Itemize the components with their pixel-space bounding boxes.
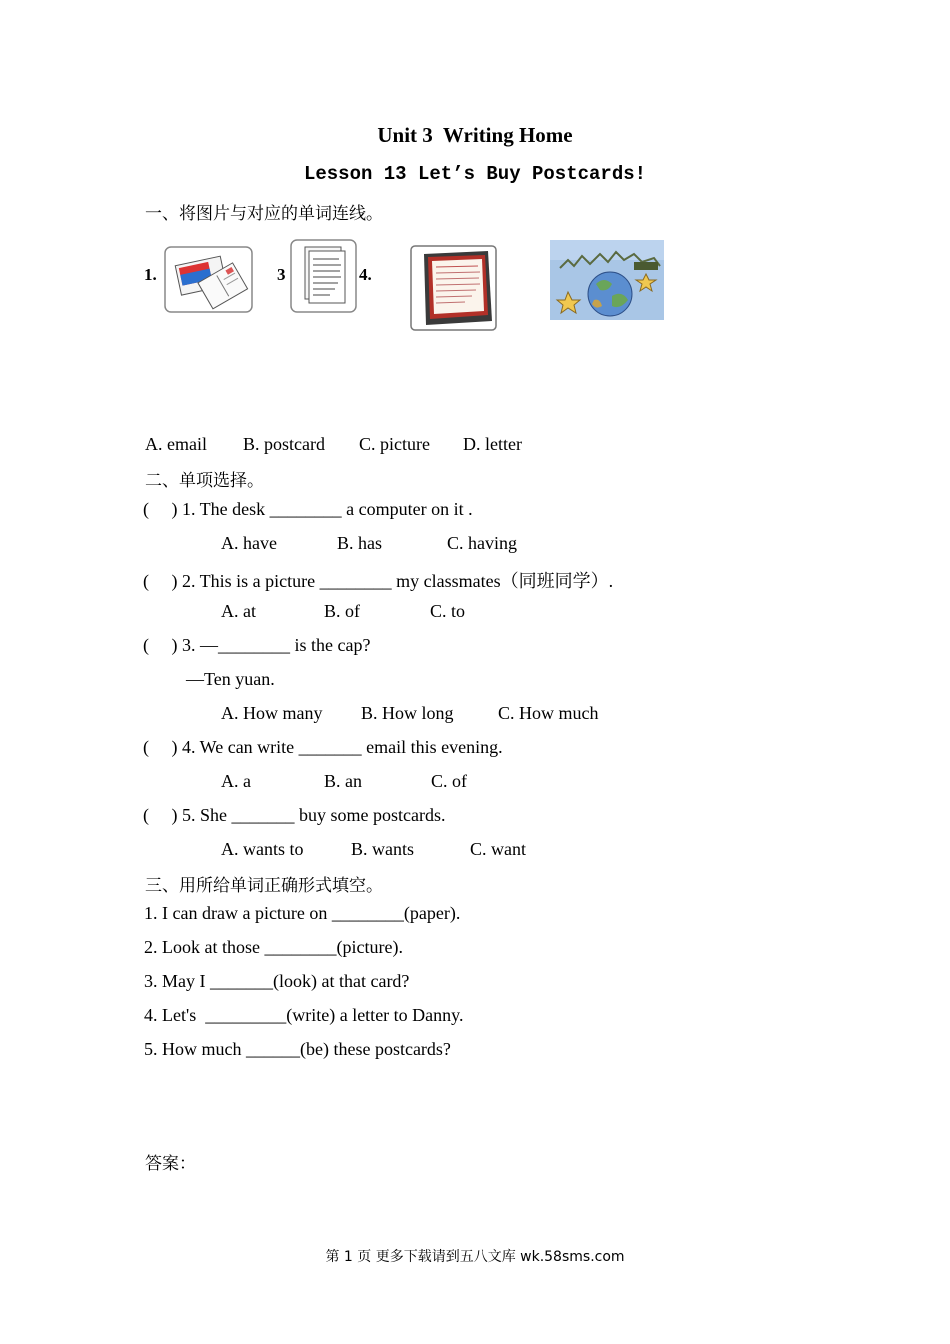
fill-item-4: 4. Let's _________(write) a letter to Danny. <box>144 1005 464 1025</box>
letter-picture <box>290 239 358 314</box>
option-c-picture: C. picture <box>359 434 430 454</box>
question-1: ( ) 1. The desk ________ a computer on it . <box>143 499 473 519</box>
question-5: ( ) 5. She _______ buy some postcards. <box>143 805 446 825</box>
picture-number-1: 1. <box>144 265 157 284</box>
fill-item-1: 1. I can draw a picture on ________(paper). <box>144 903 461 923</box>
fill-item-5: 5. How much ______(be) these postcards? <box>144 1039 451 1059</box>
q1-option-b: B. has <box>337 533 382 553</box>
section2-heading: 二、单项选择。 <box>145 471 264 491</box>
q2-option-b: B. of <box>324 601 360 621</box>
fill-item-3: 3. May I _______(look) at that card? <box>144 971 410 991</box>
fill-item-2: 2. Look at those ________(picture). <box>144 937 403 957</box>
q4-option-a: A. a <box>221 771 251 791</box>
q3-option-c: C. How much <box>498 703 599 723</box>
lesson-title: Lesson 13 Let’s Buy Postcards! <box>303 163 647 185</box>
q3-option-a: A. How many <box>221 703 323 723</box>
option-d-letter: D. letter <box>463 434 522 454</box>
question-4: ( ) 4. We can write _______ email this evening. <box>143 737 503 757</box>
q5-option-b: B. wants <box>351 839 414 859</box>
page-footer: 第 1 页 更多下载请到五八文库 wk.58sms.com <box>325 1249 625 1265</box>
question-3-reply: —Ten yuan. <box>186 669 275 689</box>
section1-heading: 一、将图片与对应的单词连线。 <box>145 204 383 224</box>
option-b-postcard: B. postcard <box>243 434 325 454</box>
q4-option-c: C. of <box>431 771 467 791</box>
option-a-email: A. email <box>145 434 207 454</box>
q1-option-a: A. have <box>221 533 277 553</box>
q5-option-a: A. wants to <box>221 839 304 859</box>
postcards-picture <box>164 246 254 314</box>
q2-option-c: C. to <box>430 601 466 621</box>
q3-option-b: B. How long <box>361 703 454 723</box>
q5-option-c: C. want <box>470 839 526 859</box>
answer-label: 答案： <box>145 1154 196 1174</box>
question-2: ( ) 2. This is a picture ________ my classmates（同班同学）. <box>143 571 614 591</box>
question-3: ( ) 3. —________ is the cap? <box>143 635 371 655</box>
q1-option-c: C. having <box>447 533 517 553</box>
section3-heading: 三、用所给单词正确形式填空。 <box>145 876 383 896</box>
email-screen-picture <box>410 245 498 332</box>
picture-number-4: 4. <box>359 265 372 284</box>
picture-number-3: 3 <box>277 265 286 284</box>
q2-option-a: A. at <box>221 601 256 621</box>
q4-option-b: B. an <box>324 771 362 791</box>
unit-title: Unit 3 Writing Home <box>377 123 573 147</box>
world-picture <box>550 240 664 320</box>
